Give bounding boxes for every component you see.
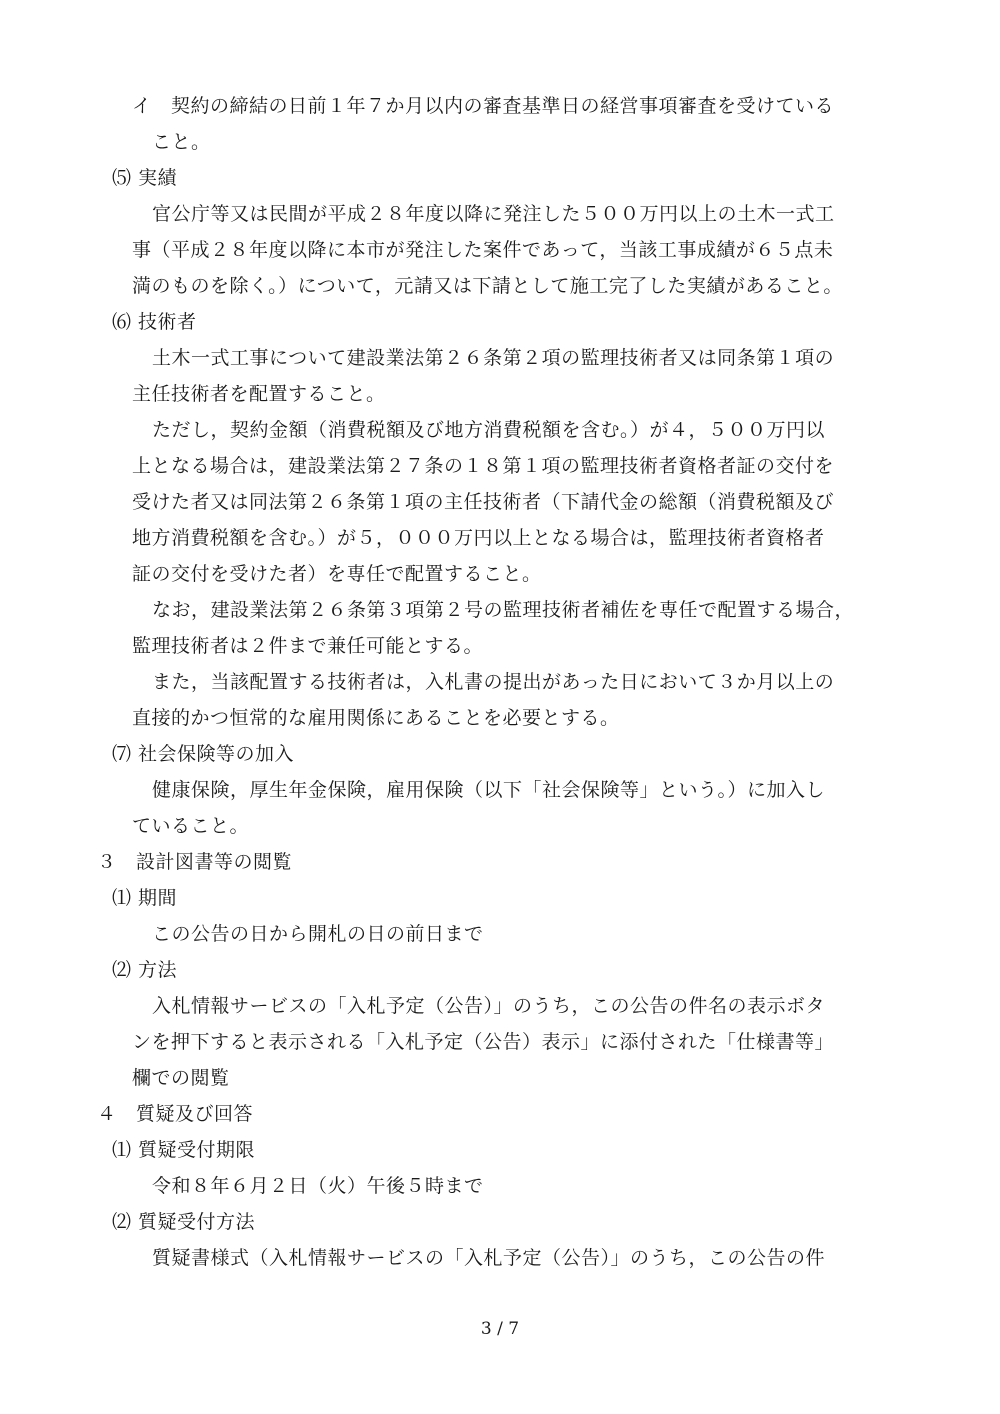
subsection-heading: ⑴ 期間 bbox=[112, 887, 178, 909]
text-line: この公告の日から開札の日の前日まで bbox=[152, 923, 484, 945]
text-line: なお，建設業法第２６条第３項第２号の監理技術者補佐を専任で配置する場合， bbox=[152, 599, 855, 621]
section-heading: ３ 設計図書等の閲覧 bbox=[97, 851, 293, 873]
text-line: 上となる場合は，建設業法第２７条の１８第１項の監理技術者資格者証の交付を bbox=[132, 455, 835, 477]
subsection-heading: ⑵ 方法 bbox=[112, 959, 178, 981]
text-line: 欄での閲覧 bbox=[132, 1067, 230, 1089]
text-line: イ 契約の締結の日前１年７か月以内の審査基準日の経営事項審査を受けている bbox=[132, 95, 835, 117]
text-line: 土木一式工事について建設業法第２６条第２項の監理技術者又は同条第１項の bbox=[152, 347, 835, 369]
text-line: また，当該配置する技術者は，入札書の提出があった日において３か月以上の bbox=[152, 671, 835, 693]
subsection-heading: ⑹ 技術者 bbox=[112, 311, 197, 333]
subsection-heading: ⑵ 質疑受付方法 bbox=[112, 1211, 256, 1233]
text-line: 健康保険，厚生年金保険，雇用保険（以下「社会保険等」という。）に加入し bbox=[152, 779, 826, 801]
page-number: 3 / 7 bbox=[480, 1319, 520, 1339]
text-line: 地方消費税額を含む。）が５，０００万円以上となる場合は，監理技術者資格者 bbox=[132, 527, 825, 549]
text-line: ただし，契約金額（消費税額及び地方消費税額を含む。）が４，５００万円以 bbox=[152, 419, 826, 441]
subsection-heading: ⑴ 質疑受付期限 bbox=[112, 1139, 256, 1161]
section-heading: ４ 質疑及び回答 bbox=[97, 1103, 254, 1125]
text-line: 満のものを除く。）について，元請又は下請として施工完了した実績があること。 bbox=[132, 275, 843, 297]
text-line: 主任技術者を配置すること。 bbox=[132, 383, 386, 405]
text-line: 証の交付を受けた者）を専任で配置すること。 bbox=[132, 563, 542, 585]
text-line: 令和８年６月２日（火）午後５時まで bbox=[152, 1175, 484, 1197]
text-line: ていること。 bbox=[132, 815, 250, 837]
text-line: 監理技術者は２件まで兼任可能とする。 bbox=[132, 635, 484, 657]
text-line: 直接的かつ恒常的な雇用関係にあることを必要とする。 bbox=[132, 707, 620, 729]
text-line: 事（平成２８年度以降に本市が発注した案件であって，当該工事成績が６５点未 bbox=[132, 239, 834, 261]
text-line: こと。 bbox=[152, 131, 211, 153]
text-line: 質疑書様式（入札情報サービスの「入札予定（公告）」のうち，この公告の件 bbox=[152, 1247, 826, 1269]
text-line: 受けた者又は同法第２６条第１項の主任技術者（下請代金の総額（消費税額及び bbox=[132, 491, 835, 513]
subsection-heading: ⑸ 実績 bbox=[112, 167, 178, 189]
text-line: 官公庁等又は民間が平成２８年度以降に発注した５００万円以上の土木一式工 bbox=[152, 203, 835, 225]
subsection-heading: ⑺ 社会保険等の加入 bbox=[112, 743, 295, 765]
text-line: ンを押下すると表示される「入札予定（公告）表示」に添付された「仕様書等」 bbox=[132, 1031, 835, 1053]
text-line: 入札情報サービスの「入札予定（公告）」のうち，この公告の件名の表示ボタ bbox=[152, 995, 826, 1017]
